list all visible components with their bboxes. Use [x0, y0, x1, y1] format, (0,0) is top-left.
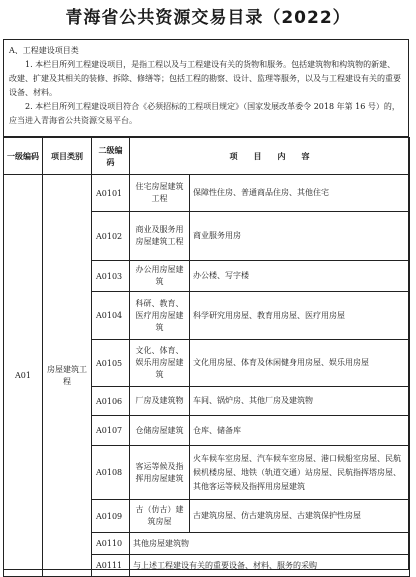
row-code: A0108	[92, 446, 130, 500]
row-content: 科学研究用房屋、教育用房屋、医疗用房屋	[190, 292, 410, 340]
header-cat1: 项目类别	[43, 138, 92, 175]
row-code: A0102	[92, 212, 130, 261]
intro-paragraph-1: 1. 本栏目所列工程建设项目，是指工程以及与工程建设有关的货物和服务。包括建筑物和构筑物的新建、改建、扩建及其相关的装修、拆除、修缮等；包括工程的勘察、设计、监理等服务，以及与工程建设有关的重要设备、材料。	[9, 60, 401, 97]
row-code: A0106	[92, 387, 130, 416]
row-item: 文化、体育、娱乐用房屋建筑	[130, 340, 190, 387]
row-item: 厂房及建筑物	[130, 387, 190, 416]
row-merged-content: 其他房屋建筑物	[130, 533, 410, 555]
row-item: 古（仿古）建筑房屋	[130, 500, 190, 533]
catalog-table	[3, 137, 410, 577]
row-content: 仓库、储备库	[190, 416, 410, 446]
page-title: 青海省公共资源交易目录（2022）	[65, 8, 351, 28]
row-content: 车间、锅炉房、其他厂房及建筑物	[190, 387, 410, 416]
row-item: 客运等候及指挥用房屋建筑	[130, 446, 190, 500]
row-code: A0103	[92, 261, 130, 292]
row-content: 商业服务用房	[190, 212, 410, 261]
row-code: A0104	[92, 292, 130, 340]
row-merged-content: 与上述工程建设有关的重要设备、材料、服务的采购	[130, 555, 410, 577]
row-code: A0105	[92, 340, 130, 387]
group-cat1: 房屋建筑工程	[43, 175, 92, 577]
header-content: 项 目 内 容	[130, 138, 410, 175]
row-content: 火车候车室房屋、汽车候车室房屋、港口候船室房屋、民航候机楼房屋、地铁（轨道交通）站房屋、民航指挥塔房屋、其他客运等候及指挥用房屋建筑	[190, 446, 410, 500]
row-item: 商业及服务用房屋建筑工程	[130, 212, 190, 261]
row-content: 办公楼、写字楼	[190, 261, 410, 292]
header-code2: 二级编码	[92, 138, 130, 175]
header-code1: 一级编码	[4, 138, 43, 175]
row-code: A0109	[92, 500, 130, 533]
group-code1: A01	[4, 175, 43, 577]
row-content: 保障性住房、普通商品住房、其他住宅	[190, 175, 410, 212]
intro-section	[3, 39, 409, 137]
row-content: 古建筑房屋、仿古建筑房屋、古建筑保护性房屋	[190, 500, 410, 533]
table-header-row	[4, 138, 410, 175]
row-code: A0107	[92, 416, 130, 446]
section-heading: A、工程建设项目类	[9, 46, 79, 55]
row-content: 文化用房屋、体育及休闲健身用房屋、娱乐用房屋	[190, 340, 410, 387]
row-item: 住宅房屋建筑工程	[130, 175, 190, 212]
row-code: A0110	[92, 533, 130, 555]
row-item: 办公用房屋建筑	[130, 261, 190, 292]
row-code: A0111	[92, 555, 130, 577]
intro-paragraph-2: 2. 本栏目所列工程建设项目符合《必须招标的工程项目规定》（国家发展改革委令 2018 年第 16 号）的，应当进入青海省公共资源交易平台。	[9, 102, 400, 125]
row-item: 仓储房屋建筑	[130, 416, 190, 446]
row-code: A0101	[92, 175, 130, 212]
table-row	[4, 175, 410, 212]
row-item: 科研、教育、医疗用房屋建筑	[130, 292, 190, 340]
